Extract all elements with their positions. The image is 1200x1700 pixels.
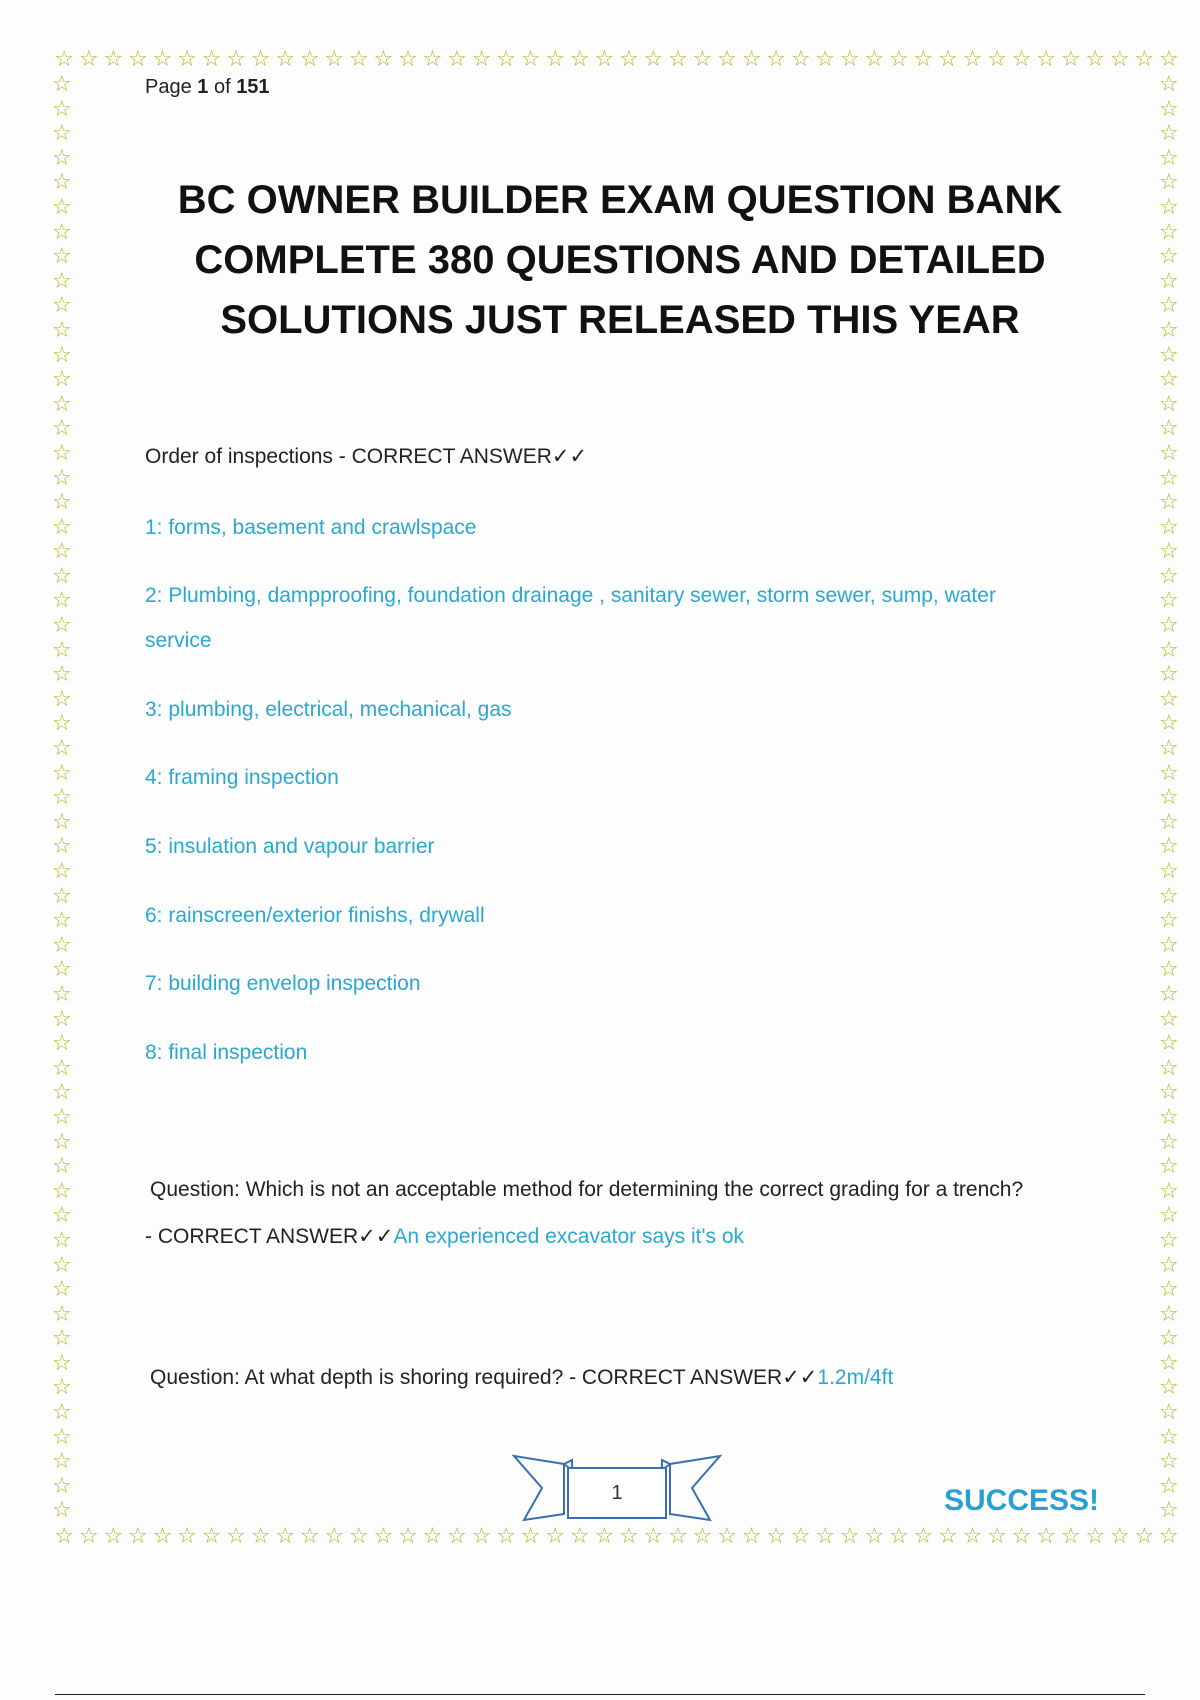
- star-ornament: ☆: [201, 49, 222, 72]
- footer-page-number: 1: [611, 1482, 623, 1504]
- star-ornament: ☆: [1159, 1178, 1179, 1204]
- star-ornament: ☆: [1159, 170, 1179, 196]
- star-ornament: ☆: [52, 244, 72, 270]
- star-ornament: ☆: [52, 96, 72, 122]
- star-ornament: ☆: [52, 760, 72, 786]
- star-ornament: ☆: [422, 49, 443, 72]
- star-ornament: ☆: [1159, 1326, 1179, 1352]
- star-ornament: ☆: [52, 1449, 72, 1475]
- star-ornament: ☆: [1159, 932, 1179, 958]
- star-ornament: ☆: [52, 1375, 72, 1401]
- star-ornament: ☆: [177, 1526, 197, 1549]
- star-ornament: ☆: [1159, 49, 1179, 72]
- star-ornament: ☆: [594, 49, 615, 72]
- star-ornament: ☆: [52, 121, 72, 147]
- star-ornament: ☆: [790, 49, 811, 72]
- star-ornament: ☆: [275, 49, 296, 72]
- star-ornament: ☆: [52, 391, 72, 417]
- star-ornament: ☆: [1159, 957, 1179, 983]
- star-ornament: ☆: [1159, 1203, 1179, 1229]
- star-ornament: ☆: [962, 49, 983, 72]
- star-ornament: ☆: [52, 957, 72, 983]
- star-ornament: ☆: [52, 785, 72, 811]
- star-ornament: ☆: [324, 1526, 345, 1549]
- star-ornament: ☆: [422, 1526, 443, 1549]
- star-ornament: ☆: [373, 1526, 394, 1549]
- star-ornament: ☆: [226, 49, 246, 72]
- star-ornament: ☆: [1159, 194, 1179, 220]
- title-line-2: COMPLETE 380 QUESTIONS AND DETAILED: [194, 238, 1046, 282]
- page-bottom-divider: [55, 1694, 1145, 1695]
- star-ornament: ☆: [692, 1526, 713, 1549]
- star-ornament: ☆: [1134, 49, 1155, 72]
- star-ornament: ☆: [52, 416, 72, 442]
- star-ornament: ☆: [398, 1526, 418, 1549]
- star-ornament: ☆: [913, 1526, 934, 1549]
- star-ornament: ☆: [987, 49, 1007, 72]
- star-ornament: ☆: [1159, 440, 1179, 466]
- star-ornament: ☆: [1159, 883, 1179, 909]
- star-ornament: ☆: [52, 317, 72, 343]
- star-ornament: ☆: [1159, 736, 1179, 762]
- answer-prefix: - CORRECT ANSWER✓✓: [145, 1225, 394, 1248]
- star-border-bottom: [52, 1526, 1182, 1552]
- star-ornament: ☆: [1159, 1424, 1179, 1450]
- star-ornament: ☆: [324, 49, 345, 72]
- star-ornament: ☆: [815, 1526, 836, 1549]
- star-ornament: ☆: [1011, 49, 1032, 72]
- star-ornament: ☆: [1159, 1104, 1179, 1130]
- star-ornament: ☆: [52, 1227, 72, 1253]
- star-ornament: ☆: [1159, 145, 1179, 171]
- star-ornament: ☆: [201, 1526, 222, 1549]
- star-ornament: ☆: [52, 981, 72, 1007]
- star-ornament: ☆: [1159, 785, 1179, 811]
- star-ornament: ☆: [520, 49, 541, 72]
- star-ornament: ☆: [1159, 613, 1179, 639]
- star-ornament: ☆: [52, 1080, 72, 1106]
- star-ornament: ☆: [569, 49, 590, 72]
- star-ornament: ☆: [447, 1526, 467, 1549]
- star-ornament: ☆: [52, 268, 72, 294]
- star-ornament: ☆: [1036, 49, 1057, 72]
- star-ornament: ☆: [52, 686, 72, 712]
- star-ornament: ☆: [1159, 563, 1179, 589]
- answer-item-3: 3: plumbing, electrical, mechanical, gas: [145, 698, 512, 721]
- star-ornament: ☆: [1159, 711, 1179, 737]
- page-of: of: [208, 76, 237, 98]
- star-ornament: ☆: [1159, 293, 1179, 319]
- star-ornament: ☆: [471, 1526, 492, 1549]
- star-ornament: ☆: [1159, 367, 1179, 393]
- star-ornament: ☆: [717, 49, 737, 72]
- star-ornament: ☆: [1159, 981, 1179, 1007]
- answer-text: An experienced excavator says it's ok: [393, 1225, 745, 1248]
- star-ornament: ☆: [1085, 49, 1106, 72]
- star-ornament: ☆: [594, 1526, 615, 1549]
- star-ornament: ☆: [741, 1526, 762, 1549]
- star-ornament: ☆: [1036, 1526, 1057, 1549]
- star-ornament: ☆: [1159, 1277, 1179, 1303]
- page-total: 151: [236, 76, 270, 98]
- star-ornament: ☆: [913, 49, 934, 72]
- star-ornament: ☆: [52, 1129, 72, 1155]
- star-ornament: ☆: [373, 49, 394, 72]
- star-ornament: ☆: [152, 1526, 173, 1549]
- star-ornament: ☆: [1159, 588, 1179, 614]
- star-ornament: ☆: [1159, 465, 1179, 491]
- star-ornament: ☆: [250, 1526, 271, 1549]
- star-ornament: ☆: [52, 145, 72, 171]
- star-ornament: ☆: [152, 49, 173, 72]
- star-ornament: ☆: [1159, 1301, 1179, 1327]
- star-ornament: ☆: [52, 194, 72, 220]
- title-line-1: BC OWNER BUILDER EXAM QUESTION BANK: [177, 178, 1063, 222]
- star-ornament: ☆: [52, 1301, 72, 1327]
- star-ornament: ☆: [52, 1350, 72, 1376]
- star-ornament: ☆: [618, 1526, 639, 1549]
- star-ornament: ☆: [52, 1055, 72, 1081]
- star-ornament: ☆: [1134, 1526, 1155, 1549]
- star-ornament: ☆: [839, 49, 860, 72]
- star-ornament: ☆: [889, 49, 909, 72]
- success-slogan: SUCCESS!: [944, 1484, 1100, 1517]
- star-ornament: ☆: [52, 1326, 72, 1352]
- star-ornament: ☆: [938, 49, 958, 72]
- star-ornament: ☆: [1159, 268, 1179, 294]
- star-ornament: ☆: [1159, 416, 1179, 442]
- star-ornament: ☆: [1159, 244, 1179, 270]
- star-ornament: ☆: [54, 1526, 75, 1549]
- answer-item-1: 1: forms, basement and crawlspace: [145, 516, 477, 539]
- star-ornament: ☆: [1159, 342, 1179, 368]
- star-ornament: ☆: [1085, 1526, 1106, 1549]
- star-ornament: ☆: [1159, 908, 1179, 934]
- star-ornament: ☆: [889, 1526, 909, 1549]
- star-ornament: ☆: [766, 1526, 786, 1549]
- star-ornament: ☆: [790, 1526, 811, 1549]
- star-ornament: ☆: [348, 49, 369, 72]
- star-ornament: ☆: [52, 1277, 72, 1303]
- star-border-top: [52, 49, 1182, 75]
- star-ornament: ☆: [864, 1526, 885, 1549]
- star-ornament: ☆: [962, 1526, 983, 1549]
- star-ornament: ☆: [250, 49, 271, 72]
- star-ornament: ☆: [668, 49, 688, 72]
- star-border-right: [1159, 74, 1185, 1526]
- star-ornament: ☆: [496, 1526, 516, 1549]
- star-ornament: ☆: [52, 1424, 72, 1450]
- page-label: Page: [145, 76, 198, 98]
- star-ornament: ☆: [54, 49, 75, 72]
- answer-item-7: 7: building envelop inspection: [145, 972, 421, 995]
- star-ornament: ☆: [1060, 1526, 1081, 1549]
- star-ornament: ☆: [52, 711, 72, 737]
- star-ornament: ☆: [987, 1526, 1007, 1549]
- star-ornament: ☆: [52, 1031, 72, 1057]
- star-ornament: ☆: [52, 736, 72, 762]
- star-ornament: ☆: [52, 1006, 72, 1032]
- answer-item-2-continued: service: [145, 629, 212, 652]
- star-ornament: ☆: [1060, 49, 1081, 72]
- star-ornament: ☆: [52, 74, 72, 97]
- page-number-ribbon: [512, 1452, 722, 1522]
- star-ornament: ☆: [52, 637, 72, 663]
- star-ornament: ☆: [643, 1526, 664, 1549]
- star-ornament: ☆: [692, 49, 713, 72]
- star-ornament: ☆: [52, 1252, 72, 1278]
- star-ornament: ☆: [52, 1178, 72, 1204]
- star-ornament: ☆: [103, 1526, 124, 1549]
- star-ornament: ☆: [299, 1526, 320, 1549]
- star-ornament: ☆: [1159, 96, 1179, 122]
- star-ornament: ☆: [1159, 1400, 1179, 1426]
- star-ornament: ☆: [52, 809, 72, 835]
- star-ornament: ☆: [1159, 74, 1179, 97]
- star-ornament: ☆: [766, 49, 786, 72]
- star-ornament: ☆: [1159, 1252, 1179, 1278]
- star-ornament: ☆: [52, 613, 72, 639]
- star-ornament: ☆: [545, 1526, 566, 1549]
- star-ornament: ☆: [668, 1526, 688, 1549]
- star-ornament: ☆: [1159, 1498, 1179, 1524]
- star-ornament: ☆: [52, 563, 72, 589]
- star-ornament: ☆: [1159, 859, 1179, 884]
- star-ornament: ☆: [741, 49, 762, 72]
- star-ornament: ☆: [299, 49, 320, 72]
- star-ornament: ☆: [52, 662, 72, 688]
- star-ornament: ☆: [52, 1498, 72, 1524]
- star-ornament: ☆: [1159, 1227, 1179, 1253]
- star-ornament: ☆: [1159, 317, 1179, 343]
- star-ornament: ☆: [545, 49, 566, 72]
- star-ornament: ☆: [1159, 1526, 1179, 1549]
- star-ornament: ☆: [78, 49, 99, 72]
- star-ornament: ☆: [103, 49, 124, 72]
- answer-item-4: 4: framing inspection: [145, 766, 339, 789]
- page-indicator: [145, 76, 270, 99]
- star-ornament: ☆: [1159, 1129, 1179, 1155]
- star-ornament: ☆: [1159, 1350, 1179, 1376]
- star-ornament: ☆: [1159, 1055, 1179, 1081]
- star-ornament: ☆: [1159, 490, 1179, 516]
- star-ornament: ☆: [1159, 686, 1179, 712]
- star-ornament: ☆: [1159, 121, 1179, 147]
- star-ornament: ☆: [520, 1526, 541, 1549]
- answer-item-5: 5: insulation and vapour barrier: [145, 835, 435, 858]
- star-ornament: ☆: [643, 49, 664, 72]
- star-ornament: ☆: [52, 490, 72, 516]
- question-shoring-depth: [150, 1365, 893, 1390]
- star-ornament: ☆: [1159, 637, 1179, 663]
- star-ornament: ☆: [1109, 1526, 1130, 1549]
- star-ornament: ☆: [864, 49, 885, 72]
- star-ornament: ☆: [52, 367, 72, 393]
- star-ornament: ☆: [1011, 1526, 1032, 1549]
- star-ornament: ☆: [1159, 809, 1179, 835]
- star-ornament: ☆: [1159, 391, 1179, 417]
- star-ornament: ☆: [815, 49, 836, 72]
- star-ornament: ☆: [52, 219, 72, 245]
- star-ornament: ☆: [52, 859, 72, 884]
- star-ornament: ☆: [177, 49, 197, 72]
- star-ornament: ☆: [1159, 1031, 1179, 1057]
- document-title: [100, 170, 1140, 350]
- star-ornament: ☆: [52, 465, 72, 491]
- star-ornament: ☆: [52, 1154, 72, 1180]
- answer-trench-grading: [145, 1224, 744, 1249]
- star-ornament: ☆: [1159, 1375, 1179, 1401]
- star-ornament: ☆: [52, 1400, 72, 1426]
- star-ornament: ☆: [717, 1526, 737, 1549]
- star-border-left: [52, 74, 78, 1526]
- star-ornament: ☆: [1159, 539, 1179, 565]
- star-ornament: ☆: [348, 1526, 369, 1549]
- page-current: 1: [197, 76, 209, 98]
- star-ornament: ☆: [52, 883, 72, 909]
- star-ornament: ☆: [52, 1104, 72, 1130]
- star-ornament: ☆: [1159, 514, 1179, 540]
- star-ornament: ☆: [52, 588, 72, 614]
- star-ornament: ☆: [52, 342, 72, 368]
- question-order-of-inspections: Order of inspections - CORRECT ANSWER✓✓: [145, 445, 588, 468]
- star-ornament: ☆: [1159, 1080, 1179, 1106]
- star-ornament: ☆: [569, 1526, 590, 1549]
- star-ornament: ☆: [496, 49, 516, 72]
- star-ornament: ☆: [275, 1526, 296, 1549]
- answer-item-8: 8: final inspection: [145, 1041, 308, 1064]
- star-ornament: ☆: [52, 932, 72, 958]
- question-trench-grading: Question: Which is not an acceptable method for determining the correct grading for a trench?: [150, 1178, 1024, 1201]
- star-ornament: ☆: [78, 1526, 99, 1549]
- answer-item-6: 6: rainscreen/exterior finishs, drywall: [145, 904, 485, 927]
- star-ornament: ☆: [398, 49, 418, 72]
- title-line-3: SOLUTIONS JUST RELEASED THIS YEAR: [220, 298, 1020, 342]
- star-ornament: ☆: [52, 514, 72, 540]
- star-ornament: ☆: [1159, 662, 1179, 688]
- star-ornament: ☆: [1159, 760, 1179, 786]
- star-ornament: ☆: [226, 1526, 246, 1549]
- star-ornament: ☆: [1109, 49, 1130, 72]
- star-ornament: ☆: [1159, 1154, 1179, 1180]
- star-ornament: ☆: [447, 49, 467, 72]
- answer-item-2: 2: Plumbing, dampproofing, foundation drainage , sanitary sewer, storm sewer, sump, water: [145, 584, 996, 607]
- star-ornament: ☆: [128, 49, 148, 72]
- star-ornament: ☆: [52, 1473, 72, 1499]
- star-ornament: ☆: [1159, 219, 1179, 245]
- answer-text: 1.2m/4ft: [817, 1366, 894, 1389]
- star-ornament: ☆: [471, 49, 492, 72]
- star-ornament: ☆: [839, 1526, 860, 1549]
- star-ornament: ☆: [52, 908, 72, 934]
- star-ornament: ☆: [52, 293, 72, 319]
- question-text: Question: At what depth is shoring required? - CORRECT ANSWER✓✓: [150, 1366, 818, 1389]
- star-ornament: ☆: [1159, 1473, 1179, 1499]
- star-ornament: ☆: [52, 440, 72, 466]
- star-ornament: ☆: [1159, 1449, 1179, 1475]
- star-ornament: ☆: [1159, 834, 1179, 860]
- star-ornament: ☆: [1159, 1006, 1179, 1032]
- star-ornament: ☆: [52, 834, 72, 860]
- star-ornament: ☆: [52, 1203, 72, 1229]
- star-ornament: ☆: [618, 49, 639, 72]
- star-ornament: ☆: [938, 1526, 958, 1549]
- star-ornament: ☆: [52, 170, 72, 196]
- star-ornament: ☆: [128, 1526, 148, 1549]
- star-ornament: ☆: [52, 539, 72, 565]
